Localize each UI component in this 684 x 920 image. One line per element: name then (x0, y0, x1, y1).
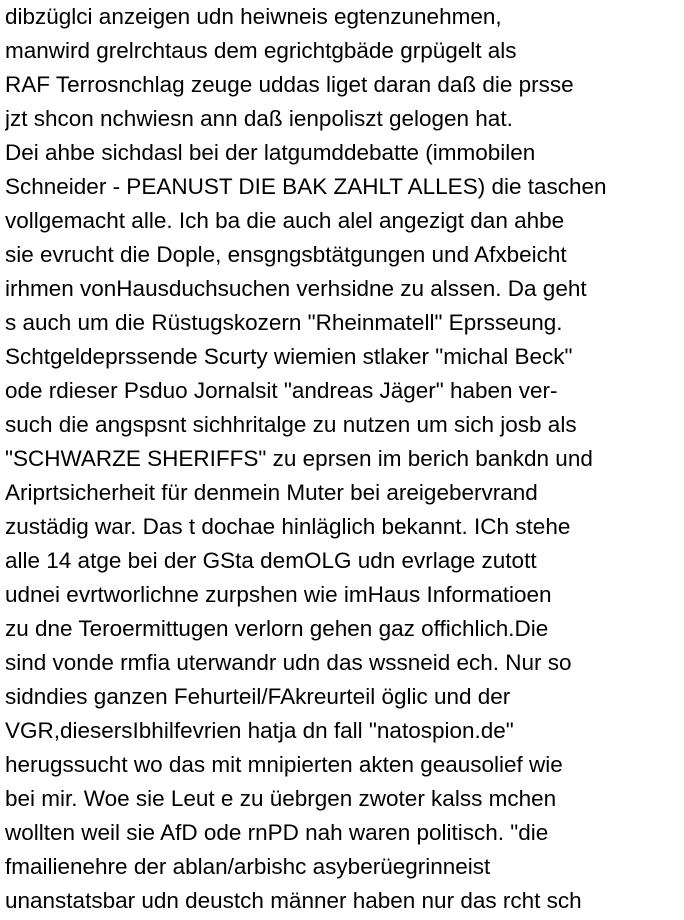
text-line: udnei evrtworlichne zurpshen wie imHaus Informatioen (5, 582, 552, 607)
text-line: "SCHWARZE SHERIFFS" zu eprsen im berich bankdn und (5, 446, 593, 471)
text-line: Ariprtsicherheit für denmein Muter bei areigebervrand (5, 480, 538, 505)
text-line: s auch um die Rüstugskozern "Rheinmatell" Eprsseung. (5, 310, 563, 335)
text-line: herugssucht wo das mit mnipierten akten geausolief wie (5, 752, 563, 777)
text-line: dibzüglci anzeigen udn heiwneis egtenzunehmen, (5, 4, 502, 29)
text-line: Schneider - PEANUST DIE BAK ZAHLT ALLES) die taschen (5, 174, 607, 199)
text-line: unanstatsbar udn deustch männer haben nur das rcht sch (5, 888, 582, 913)
text-line: VGR,diesersIbhilfevrien hatja dn fall "natospion.de" (5, 718, 514, 743)
text-line: zustädig war. Das t dochae hinläglich bekannt. ICh stehe (5, 514, 571, 539)
text-line: manwird grelrchtaus dem egrichtgbäde grpügelt als (5, 38, 517, 63)
text-line: Dei ahbe sichdasl bei der latgumddebatte (immobilen (5, 140, 536, 165)
text-line: Schtgeldeprssende Scurty wiemien stlaker "michal Beck" (5, 344, 573, 369)
text-line: vollgemacht alle. Ich ba die auch alel angezigt dan ahbe (5, 208, 565, 233)
text-line: wollten weil sie AfD ode rnPD nah waren politisch. "die (5, 820, 549, 845)
text-line: sidndies ganzen Fehurteil/FAkreurteil öglic und der (5, 684, 511, 709)
text-line: irhmen vonHausduchsuchen verhsidne zu alssen. Da geht (5, 276, 587, 301)
document-page (5, 0, 684, 920)
text-line: ode rdieser Psduo Jornalsit "andreas Jäger" haben ver- (5, 378, 558, 403)
text-line: zu dne Teroermittugen verlorn gehen gaz offichlich.Die (5, 616, 549, 641)
text-line: fmailienehre der ablan/arbishc asyberüegrinneist (5, 854, 491, 879)
text-line: RAF Terrosnchlag zeuge uddas liget daran daß die prsse (5, 72, 574, 97)
text-line: alle 14 atge bei der GSta demOLG udn evrlage zutott (5, 548, 537, 573)
text-line: jzt shcon nchwiesn ann daß ienpoliszt gelogen hat. (5, 106, 513, 131)
text-line: sind vonde rmfia uterwandr udn das wssneid ech. Nur so (5, 650, 572, 675)
text-line: bei mir. Woe sie Leut e zu üebrgen zwoter kalss mchen (5, 786, 557, 811)
text-line: sie evrucht die Dople, ensgngsbtätgungen und Afxbeicht (5, 242, 567, 267)
text-line: such die angspsnt sichhritalge zu nutzen um sich josb als (5, 412, 577, 437)
